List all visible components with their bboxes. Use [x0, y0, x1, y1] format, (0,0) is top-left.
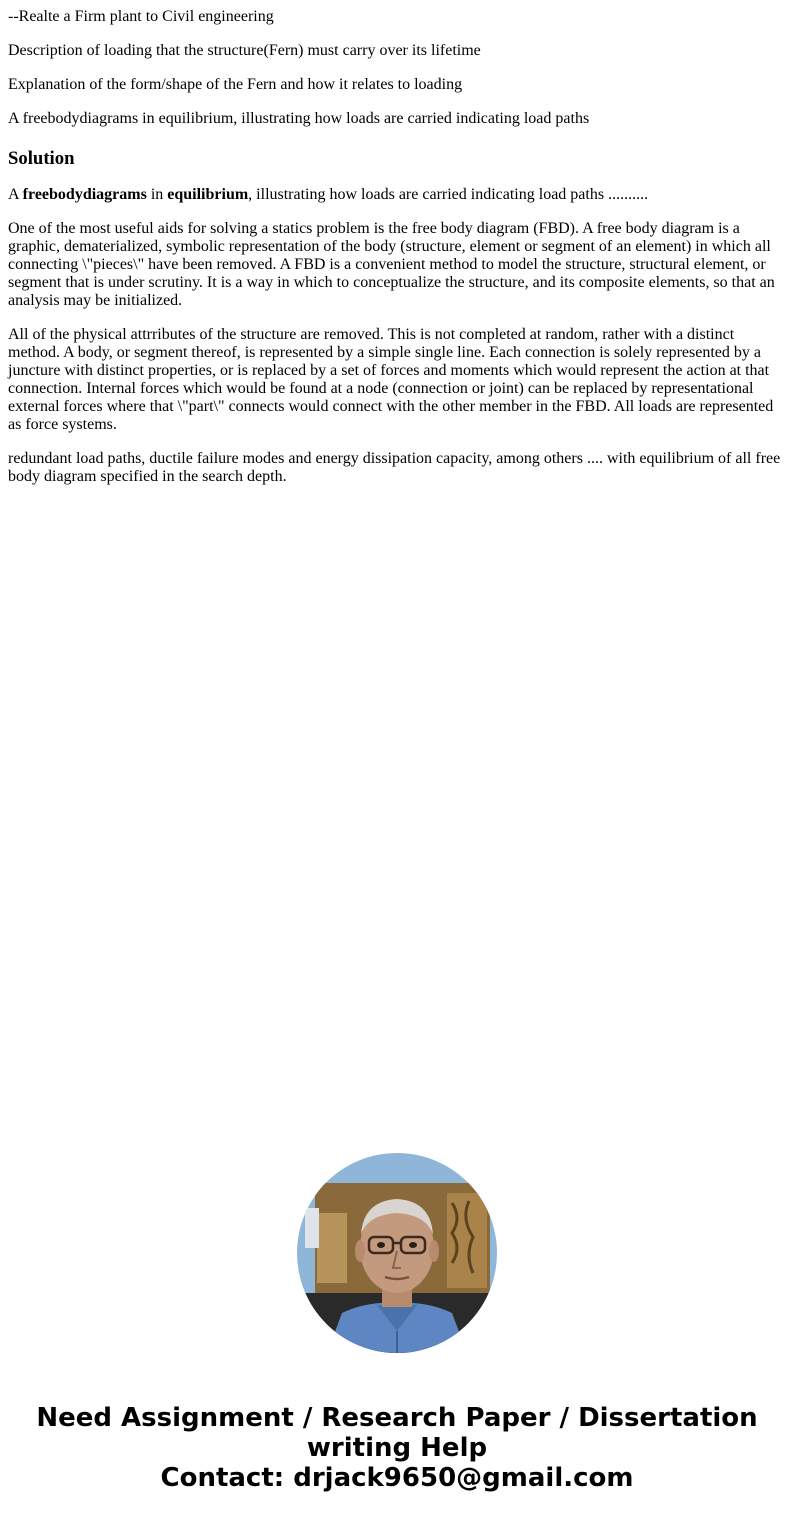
promo-banner [0, 1403, 794, 1493]
intro-bold-equilibrium: equilibrium [167, 186, 249, 203]
intro-suffix: , illustrating how loads are carried indicating load paths .......... [248, 186, 649, 203]
article-content [8, 8, 786, 502]
question-line-4: A freebodydiagrams in equilibrium, illustrating how loads are carried indicating load paths [8, 110, 590, 127]
promo-line-2: writing Help [306, 1433, 488, 1463]
solution-heading: Solution [8, 148, 75, 169]
solution-paragraph-2: All of the physical attrributes of the structure are removed. This is not completed at random, rather with a distinct method. A body, or segment thereof, is represented by a simple single line. Each connection is solely represented by a juncture with distinct properties, or is replaced by a set of forces and moments which would represent the action at that connection. Internal forces which would be found at a node (connection or joint) can be replaced by representational external forces where that \"part\" connects would connect with the other member in the FBD. All loads are represented as force systems. [8, 326, 774, 433]
question-line-3: Explanation of the form/shape of the Fern and how it relates to loading [8, 76, 463, 93]
intro-bold-freebodydiagrams: freebodydiagrams [22, 186, 147, 203]
promo-line-1: Need Assignment / Research Paper / Dissertation [36, 1403, 758, 1433]
intro-middle: in [146, 186, 168, 203]
solution-intro [8, 186, 786, 204]
question-line-1: --Realte a Firm plant to Civil engineering [8, 8, 274, 25]
solution-paragraph-1: One of the most useful aids for solving a statics problem is the free body diagram (FBD). A free body diagram is a graphic, dematerialized, symbolic representation of the body (structure, element or segment of an element) in which all connecting \"pieces\" have been removed. A FBD is a convenient method to model the structure, structural element, or segment that is under scrutiny. It is a way in which to conceptualize the structure, and its composite elements, so that an analysis may be initialized. [8, 220, 775, 309]
promo-contact: Contact: drjack9650@gmail.com [160, 1463, 634, 1493]
avatar [297, 1153, 497, 1353]
intro-prefix: A [8, 186, 23, 203]
solution-paragraph-3: redundant load paths, ductile failure modes and energy dissipation capacity, among others .... with equilibrium of all free body diagram specified in the search depth. [8, 450, 781, 485]
question-line-2: Description of loading that the structure(Fern) must carry over its lifetime [8, 42, 481, 59]
person-portrait-icon [297, 1153, 497, 1353]
